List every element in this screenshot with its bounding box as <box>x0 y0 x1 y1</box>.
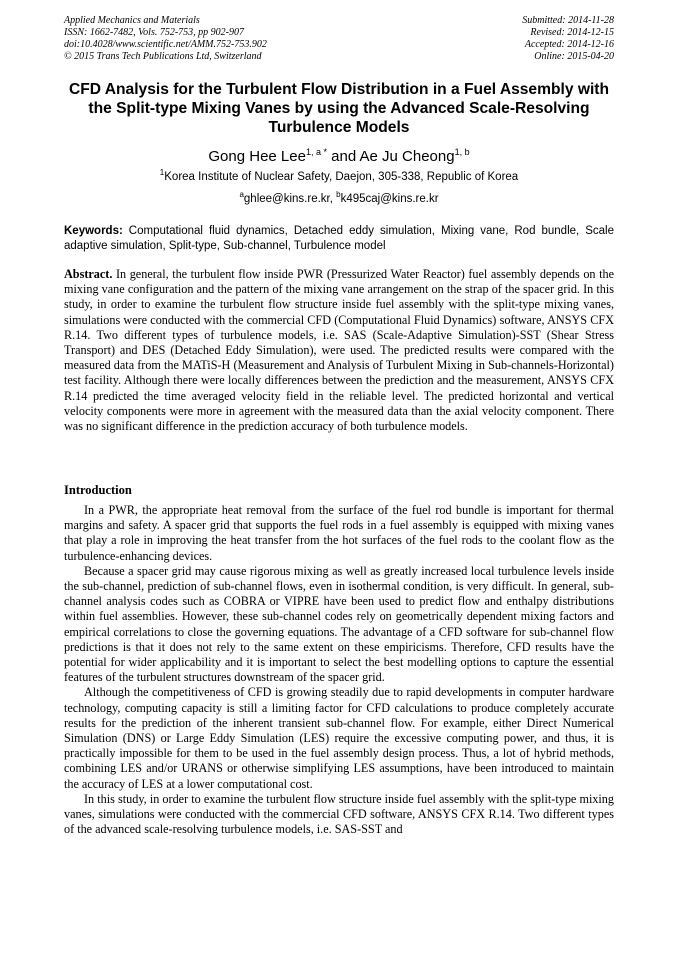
affiliation <box>64 166 614 184</box>
journal-doi: doi:10.4028/www.scientific.net/AMM.752-753.902 <box>64 39 267 50</box>
author-emails <box>64 188 614 206</box>
intro-paragraph: In a PWR, the appropriate heat removal from the surface of the fuel rod bundle is important for thermal margins and safety. A spacer grid that supports the fuel rods in a fuel assembly is equipped with mixing vanes that play a role in improving the heat transfer from the hot surfaces of the fuel rods to the coolant flow as the turbulence-enhancing devices. <box>64 503 614 563</box>
email-b: k495caj@kins.re.kr <box>340 192 439 205</box>
journal-copyright: © 2015 Trans Tech Publications Ltd, Switzerland <box>64 51 262 62</box>
journal-name: Applied Mechanics and Materials <box>64 15 200 26</box>
email-b-mark: b <box>336 190 341 199</box>
affiliation-mark: 1 <box>159 168 165 177</box>
intro-paragraph: Although the competitiveness of CFD is growing steadily due to rapid developments in computer hardware technology, computing capacity is still a limiting factor for CFD calculations to produce completely accurate results for the prediction of the inherent transient sub-channel flow. For example, either Direct Numerical Simulation (DNS) or Large Eddy Simulation (LES) require the excessive computing power, and thus, it is practically impossible for them to be used in the fuel assembly design process. Thus, a lot of hybrid methods, combining LES and/or URANS or otherwise simplifying LES assumptions, have been introduced to maintain the accuracy of LES at a lower computational cost. <box>64 685 614 791</box>
keywords-text: Computational fluid dynamics, Detached eddy simulation, Mixing vane, Rod bundle, Scale adaptive simulation, Split-type, Sub-channel, Turbulence model <box>64 225 614 252</box>
intro-paragraph: In this study, in order to examine the turbulent flow structure inside fuel assembly with the split-type mixing vanes, simulations were conducted with the commercial CFD software, ANSYS CFX R.14. Two different types of the advanced scale-resolving turbulence models, i.e. SAS-SST and <box>64 791 614 837</box>
date-revised: Revised: 2014-12-15 <box>530 27 614 38</box>
introduction-body <box>64 503 614 837</box>
author-1-name: Gong Hee Lee <box>208 148 306 165</box>
email-a: ghlee@kins.re.kr, <box>243 192 337 205</box>
abstract-label: Abstract. <box>64 267 113 281</box>
date-submitted: Submitted: 2014-11-28 <box>522 15 614 26</box>
date-online: Online: 2015-04-20 <box>534 51 614 62</box>
author-2-affil-mark: 1, b <box>454 147 470 157</box>
abstract-text: In general, the turbulent flow inside PWR (Pressurized Water Reactor) fuel assembly depends on the mixing vane configuration and the pattern of the mixing vane arrangement on the strap of the spacer grid. In this study, in order to examine the turbulent flow structure inside fuel assembly with the split-type mixing vanes, simulations were conducted with the commercial CFD (Computational Fluid Dynamics) software, ANSYS CFX R.14. Two different types of turbulence models, i.e. SAS (Scale-Adaptive Simulation)-SST (Shear Stress Transport) and DES (Detached Eddy Simulation), were used. The predicted results were compared with the measured data from the MATiS-H (Measurement and Analysis of Turbulent Mixing in Sub-channels-Horizontal) test facility. Although there were locally differences between the prediction and the measurement, ANSYS CFX R.14 predicted the time averaged velocity field in the reliable level. The predicted horizontal and vertical velocity components were more in agreement with the measured data than the axial velocity component. There was no significant difference in the prediction accuracy of both turbulence models. <box>64 267 614 434</box>
introduction-heading: Introduction <box>64 483 132 497</box>
date-accepted: Accepted: 2014-12-16 <box>524 39 614 50</box>
author-line <box>64 143 614 166</box>
abstract <box>64 267 614 434</box>
journal-info <box>64 15 267 63</box>
keywords-label: Keywords: <box>64 225 123 237</box>
author-conjunction: and <box>326 148 360 165</box>
keywords <box>64 224 614 254</box>
author-2-name: Ae Ju Cheong <box>359 148 455 165</box>
intro-paragraph: Because a spacer grid may cause rigorous mixing as well as greatly increased local turbulence levels inside the sub-channel, prediction of sub-channel flows, even in isothermal condition, is very difficult. In general, sub-channel analysis codes such as COBRA or VIPRE have been used to predict flow and enthalpy distributions within fuel assemblies. However, these sub-channel codes rely on geometrically dependent mixing factors and empirical correlations to close the governing equations. The advantage of a CFD software for sub-channel flow predictions is that it does not rely to the same extent on these empiricisms. Therefore, CFD results have the potential for wider applicability and it is important to select the best modelling options to capture the essential features of the turbulent structures downstream of the spacer grid. <box>64 563 614 685</box>
affiliation-text: Korea Institute of Nuclear Safety, Daejon, 305-338, Republic of Korea <box>164 170 519 183</box>
paper-title: CFD Analysis for the Turbulent Flow Distribution in a Fuel Assembly with the Split-type Mixing Vanes by using the Advanced Scale-Resolving Turbulence Models <box>68 81 610 136</box>
submission-dates <box>522 15 614 63</box>
email-a-mark: a <box>239 190 244 199</box>
journal-header <box>64 15 614 63</box>
journal-issn: ISSN: 1662-7482, Vols. 752-753, pp 902-907 <box>64 27 244 38</box>
author-1-affil-mark: 1, a * <box>305 147 327 157</box>
